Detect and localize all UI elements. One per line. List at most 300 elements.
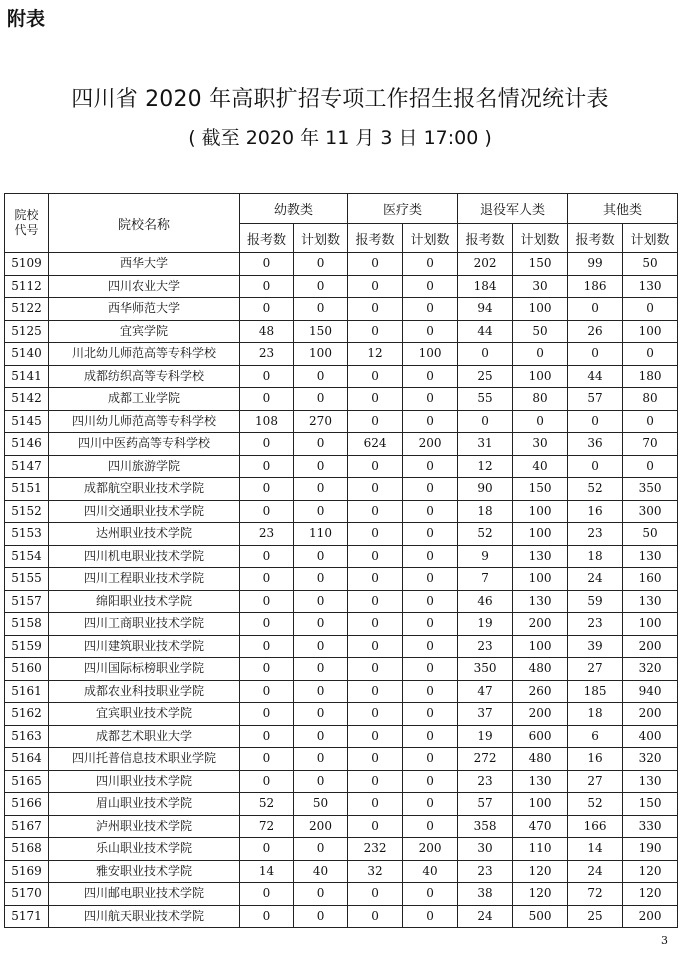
other-applicants-cell: 24 (568, 568, 623, 591)
veterans-plan-cell: 100 (513, 568, 568, 591)
table-row (5, 590, 678, 613)
preschool-plan-cell: 0 (294, 568, 348, 591)
school-code-cell: 5169 (5, 860, 49, 883)
other-applicants-cell: 52 (568, 793, 623, 816)
preschool-applicants-cell: 0 (240, 568, 294, 591)
medical-plan-cell: 0 (403, 613, 458, 636)
medical-plan-cell: 0 (403, 815, 458, 838)
other-plan-cell: 320 (623, 658, 678, 681)
other-applicants-cell: 36 (568, 433, 623, 456)
medical-plan-cell: 0 (403, 545, 458, 568)
other-applicants-cell: 186 (568, 275, 623, 298)
school-code-cell: 5142 (5, 388, 49, 411)
school-name-cell: 四川国际标榜职业学院 (49, 658, 240, 681)
table-row (5, 343, 678, 366)
veterans-applicants-cell: 37 (458, 703, 513, 726)
school-code-cell: 5170 (5, 883, 49, 906)
code-column-header (5, 194, 49, 253)
medical-applicants-cell: 0 (348, 388, 403, 411)
preschool-applicants-cell: 72 (240, 815, 294, 838)
other-applicants-cell: 23 (568, 523, 623, 546)
group-header-preschool: 幼教类 (240, 194, 348, 224)
medical-plan-cell: 0 (403, 275, 458, 298)
school-code-cell: 5140 (5, 343, 49, 366)
medical-applicants-cell: 0 (348, 883, 403, 906)
preschool-applicants-cell: 0 (240, 433, 294, 456)
other-plan-cell: 200 (623, 905, 678, 928)
preschool-plan-cell: 0 (294, 478, 348, 501)
school-code-cell: 5159 (5, 635, 49, 658)
medical-plan-cell: 0 (403, 500, 458, 523)
preschool-applicants-cell: 0 (240, 298, 294, 321)
veterans-applicants-cell: 19 (458, 725, 513, 748)
medical-plan-cell: 0 (403, 770, 458, 793)
preschool-plan-cell: 0 (294, 388, 348, 411)
medical-applicants-cell: 0 (348, 253, 403, 276)
sub-header-applicants: 报考数 (240, 224, 294, 253)
school-code-cell: 5141 (5, 365, 49, 388)
school-code-cell: 5158 (5, 613, 49, 636)
preschool-plan-cell: 50 (294, 793, 348, 816)
school-name-cell: 川北幼儿师范高等专科学校 (49, 343, 240, 366)
veterans-plan-cell: 100 (513, 635, 568, 658)
medical-applicants-cell: 0 (348, 568, 403, 591)
veterans-plan-cell: 120 (513, 883, 568, 906)
other-applicants-cell: 25 (568, 905, 623, 928)
other-applicants-cell: 0 (568, 343, 623, 366)
medical-plan-cell: 100 (403, 343, 458, 366)
veterans-plan-cell: 0 (513, 343, 568, 366)
preschool-plan-cell: 270 (294, 410, 348, 433)
medical-applicants-cell: 0 (348, 613, 403, 636)
veterans-applicants-cell: 94 (458, 298, 513, 321)
medical-applicants-cell: 0 (348, 770, 403, 793)
table-row (5, 320, 678, 343)
preschool-applicants-cell: 0 (240, 455, 294, 478)
other-plan-cell: 130 (623, 545, 678, 568)
preschool-applicants-cell: 0 (240, 478, 294, 501)
veterans-plan-cell: 130 (513, 770, 568, 793)
preschool-applicants-cell: 0 (240, 275, 294, 298)
medical-applicants-cell: 0 (348, 545, 403, 568)
preschool-applicants-cell: 0 (240, 545, 294, 568)
veterans-applicants-cell: 57 (458, 793, 513, 816)
table-row (5, 680, 678, 703)
veterans-applicants-cell: 23 (458, 635, 513, 658)
preschool-plan-cell: 0 (294, 365, 348, 388)
school-code-cell: 5160 (5, 658, 49, 681)
preschool-plan-cell: 0 (294, 725, 348, 748)
preschool-plan-cell: 0 (294, 770, 348, 793)
medical-applicants-cell: 0 (348, 793, 403, 816)
school-name-cell: 四川职业技术学院 (49, 770, 240, 793)
other-applicants-cell: 23 (568, 613, 623, 636)
medical-applicants-cell: 0 (348, 455, 403, 478)
preschool-applicants-cell: 0 (240, 838, 294, 861)
other-plan-cell: 100 (623, 320, 678, 343)
medical-applicants-cell: 0 (348, 680, 403, 703)
medical-plan-cell: 40 (403, 860, 458, 883)
preschool-applicants-cell: 0 (240, 770, 294, 793)
preschool-applicants-cell: 0 (240, 590, 294, 613)
school-name-cell: 四川幼儿师范高等专科学校 (49, 410, 240, 433)
other-plan-cell: 0 (623, 410, 678, 433)
school-code-cell: 5109 (5, 253, 49, 276)
school-code-cell: 5162 (5, 703, 49, 726)
other-plan-cell: 940 (623, 680, 678, 703)
table-row (5, 568, 678, 591)
other-plan-cell: 320 (623, 748, 678, 771)
other-applicants-cell: 166 (568, 815, 623, 838)
other-plan-cell: 130 (623, 590, 678, 613)
veterans-applicants-cell: 272 (458, 748, 513, 771)
table-row (5, 793, 678, 816)
school-name-cell: 四川工商职业技术学院 (49, 613, 240, 636)
veterans-applicants-cell: 19 (458, 613, 513, 636)
medical-applicants-cell: 0 (348, 365, 403, 388)
other-applicants-cell: 27 (568, 770, 623, 793)
medical-plan-cell: 0 (403, 748, 458, 771)
page-number: 3 (661, 934, 668, 947)
preschool-applicants-cell: 0 (240, 748, 294, 771)
table-row (5, 253, 678, 276)
preschool-plan-cell: 0 (294, 680, 348, 703)
other-applicants-cell: 0 (568, 455, 623, 478)
veterans-plan-cell: 480 (513, 658, 568, 681)
school-code-cell: 5147 (5, 455, 49, 478)
preschool-plan-cell: 0 (294, 590, 348, 613)
preschool-applicants-cell: 0 (240, 703, 294, 726)
school-name-cell: 四川中医药高等专科学校 (49, 433, 240, 456)
medical-plan-cell: 200 (403, 433, 458, 456)
other-plan-cell: 400 (623, 725, 678, 748)
school-name-cell: 绵阳职业技术学院 (49, 590, 240, 613)
school-code-cell: 5125 (5, 320, 49, 343)
school-code-cell: 5166 (5, 793, 49, 816)
document-title: 四川省 2020 年高职扩招专项工作招生报名情况统计表 (71, 87, 609, 112)
veterans-plan-cell: 130 (513, 590, 568, 613)
preschool-plan-cell: 0 (294, 275, 348, 298)
veterans-applicants-cell: 202 (458, 253, 513, 276)
table-row (5, 365, 678, 388)
table-row (5, 635, 678, 658)
medical-plan-cell: 0 (403, 388, 458, 411)
medical-plan-cell: 0 (403, 793, 458, 816)
medical-plan-cell: 0 (403, 478, 458, 501)
preschool-plan-cell: 0 (294, 905, 348, 928)
other-plan-cell: 330 (623, 815, 678, 838)
veterans-plan-cell: 200 (513, 703, 568, 726)
preschool-plan-cell: 110 (294, 523, 348, 546)
school-code-cell: 5145 (5, 410, 49, 433)
school-code-cell: 5163 (5, 725, 49, 748)
medical-applicants-cell: 0 (348, 500, 403, 523)
medical-applicants-cell: 232 (348, 838, 403, 861)
preschool-applicants-cell: 0 (240, 883, 294, 906)
preschool-plan-cell: 0 (294, 838, 348, 861)
table-row (5, 455, 678, 478)
medical-applicants-cell: 0 (348, 635, 403, 658)
veterans-applicants-cell: 30 (458, 838, 513, 861)
school-name-cell: 达州职业技术学院 (49, 523, 240, 546)
table-row (5, 613, 678, 636)
other-plan-cell: 180 (623, 365, 678, 388)
other-plan-cell: 350 (623, 478, 678, 501)
school-name-cell: 四川机电职业技术学院 (49, 545, 240, 568)
medical-plan-cell: 0 (403, 365, 458, 388)
veterans-applicants-cell: 184 (458, 275, 513, 298)
veterans-applicants-cell: 0 (458, 410, 513, 433)
other-plan-cell: 0 (623, 343, 678, 366)
other-applicants-cell: 0 (568, 298, 623, 321)
medical-applicants-cell: 624 (348, 433, 403, 456)
medical-applicants-cell: 0 (348, 275, 403, 298)
veterans-plan-cell: 260 (513, 680, 568, 703)
veterans-applicants-cell: 90 (458, 478, 513, 501)
table-row (5, 275, 678, 298)
table-row (5, 545, 678, 568)
preschool-applicants-cell: 48 (240, 320, 294, 343)
other-applicants-cell: 14 (568, 838, 623, 861)
statistics-table (4, 193, 678, 928)
code-header-line1: 院校 (14, 208, 39, 222)
veterans-applicants-cell: 31 (458, 433, 513, 456)
other-plan-cell: 130 (623, 275, 678, 298)
table-row (5, 523, 678, 546)
school-name-cell: 成都艺术职业大学 (49, 725, 240, 748)
preschool-applicants-cell: 0 (240, 388, 294, 411)
school-code-cell: 5151 (5, 478, 49, 501)
school-name-cell: 四川农业大学 (49, 275, 240, 298)
other-applicants-cell: 26 (568, 320, 623, 343)
other-plan-cell: 130 (623, 770, 678, 793)
veterans-plan-cell: 110 (513, 838, 568, 861)
veterans-plan-cell: 120 (513, 860, 568, 883)
other-plan-cell: 200 (623, 635, 678, 658)
preschool-applicants-cell: 0 (240, 680, 294, 703)
veterans-plan-cell: 100 (513, 365, 568, 388)
school-name-cell: 泸州职业技术学院 (49, 815, 240, 838)
table-row (5, 433, 678, 456)
table-row (5, 500, 678, 523)
group-header-medical: 医疗类 (348, 194, 458, 224)
veterans-applicants-cell: 46 (458, 590, 513, 613)
veterans-plan-cell: 50 (513, 320, 568, 343)
school-name-cell: 成都纺织高等专科学校 (49, 365, 240, 388)
veterans-applicants-cell: 358 (458, 815, 513, 838)
medical-applicants-cell: 0 (348, 703, 403, 726)
preschool-applicants-cell: 0 (240, 253, 294, 276)
school-code-cell: 5153 (5, 523, 49, 546)
preschool-applicants-cell: 23 (240, 343, 294, 366)
veterans-applicants-cell: 23 (458, 770, 513, 793)
preschool-applicants-cell: 0 (240, 658, 294, 681)
veterans-plan-cell: 150 (513, 253, 568, 276)
school-code-cell: 5157 (5, 590, 49, 613)
veterans-plan-cell: 500 (513, 905, 568, 928)
medical-plan-cell: 0 (403, 883, 458, 906)
veterans-applicants-cell: 0 (458, 343, 513, 366)
medical-applicants-cell: 0 (348, 320, 403, 343)
veterans-applicants-cell: 23 (458, 860, 513, 883)
medical-applicants-cell: 0 (348, 410, 403, 433)
table-row (5, 905, 678, 928)
other-plan-cell: 200 (623, 703, 678, 726)
table-row (5, 748, 678, 771)
table-row (5, 770, 678, 793)
table-row (5, 478, 678, 501)
veterans-plan-cell: 100 (513, 523, 568, 546)
other-applicants-cell: 0 (568, 410, 623, 433)
veterans-plan-cell: 80 (513, 388, 568, 411)
school-name-cell: 四川交通职业技术学院 (49, 500, 240, 523)
other-plan-cell: 0 (623, 455, 678, 478)
code-header-line2: 代号 (14, 223, 39, 237)
preschool-applicants-cell: 14 (240, 860, 294, 883)
table-row (5, 410, 678, 433)
medical-plan-cell: 0 (403, 253, 458, 276)
school-name-cell: 成都农业科技职业学院 (49, 680, 240, 703)
school-code-cell: 5146 (5, 433, 49, 456)
school-code-cell: 5112 (5, 275, 49, 298)
preschool-plan-cell: 0 (294, 253, 348, 276)
preschool-plan-cell: 200 (294, 815, 348, 838)
table-row (5, 388, 678, 411)
school-name-cell: 四川建筑职业技术学院 (49, 635, 240, 658)
school-code-cell: 5167 (5, 815, 49, 838)
veterans-plan-cell: 130 (513, 545, 568, 568)
other-plan-cell: 150 (623, 793, 678, 816)
medical-applicants-cell: 0 (348, 523, 403, 546)
table-row (5, 725, 678, 748)
medical-applicants-cell: 0 (348, 590, 403, 613)
veterans-plan-cell: 100 (513, 793, 568, 816)
sub-header-applicants: 报考数 (348, 224, 403, 253)
other-plan-cell: 80 (623, 388, 678, 411)
veterans-plan-cell: 30 (513, 275, 568, 298)
medical-plan-cell: 0 (403, 523, 458, 546)
veterans-applicants-cell: 52 (458, 523, 513, 546)
school-name-cell: 眉山职业技术学院 (49, 793, 240, 816)
school-name-cell: 成都航空职业技术学院 (49, 478, 240, 501)
table-row (5, 860, 678, 883)
medical-plan-cell: 0 (403, 320, 458, 343)
school-name-cell: 雅安职业技术学院 (49, 860, 240, 883)
other-applicants-cell: 99 (568, 253, 623, 276)
veterans-plan-cell: 200 (513, 613, 568, 636)
attachment-label: 附表 (7, 8, 46, 30)
other-plan-cell: 0 (623, 298, 678, 321)
preschool-plan-cell: 0 (294, 613, 348, 636)
veterans-plan-cell: 470 (513, 815, 568, 838)
school-code-cell: 5164 (5, 748, 49, 771)
medical-plan-cell: 0 (403, 905, 458, 928)
veterans-applicants-cell: 350 (458, 658, 513, 681)
preschool-applicants-cell: 0 (240, 905, 294, 928)
medical-applicants-cell: 0 (348, 478, 403, 501)
school-name-cell: 宜宾职业技术学院 (49, 703, 240, 726)
sub-header-plan: 计划数 (403, 224, 458, 253)
preschool-plan-cell: 0 (294, 635, 348, 658)
school-name-cell: 成都工业学院 (49, 388, 240, 411)
table-row (5, 298, 678, 321)
school-code-cell: 5171 (5, 905, 49, 928)
school-code-cell: 5122 (5, 298, 49, 321)
table-body (5, 253, 678, 928)
other-applicants-cell: 16 (568, 500, 623, 523)
medical-plan-cell: 200 (403, 838, 458, 861)
school-code-cell: 5155 (5, 568, 49, 591)
preschool-plan-cell: 100 (294, 343, 348, 366)
other-applicants-cell: 18 (568, 545, 623, 568)
document-subtitle: ( 截至 2020 年 11 月 3 日 17:00 ) (188, 127, 492, 149)
veterans-plan-cell: 480 (513, 748, 568, 771)
other-plan-cell: 120 (623, 883, 678, 906)
other-applicants-cell: 18 (568, 703, 623, 726)
other-applicants-cell: 16 (568, 748, 623, 771)
sub-header-applicants: 报考数 (458, 224, 513, 253)
group-header-other: 其他类 (568, 194, 678, 224)
preschool-applicants-cell: 0 (240, 365, 294, 388)
other-applicants-cell: 27 (568, 658, 623, 681)
veterans-applicants-cell: 7 (458, 568, 513, 591)
veterans-applicants-cell: 47 (458, 680, 513, 703)
veterans-plan-cell: 0 (513, 410, 568, 433)
preschool-plan-cell: 0 (294, 658, 348, 681)
preschool-applicants-cell: 0 (240, 725, 294, 748)
other-plan-cell: 50 (623, 253, 678, 276)
other-plan-cell: 70 (623, 433, 678, 456)
table-row (5, 658, 678, 681)
other-applicants-cell: 39 (568, 635, 623, 658)
preschool-applicants-cell: 23 (240, 523, 294, 546)
table-row (5, 838, 678, 861)
veterans-applicants-cell: 12 (458, 455, 513, 478)
veterans-applicants-cell: 25 (458, 365, 513, 388)
school-name-cell: 四川旅游学院 (49, 455, 240, 478)
sub-header-plan: 计划数 (513, 224, 568, 253)
header-row-groups (5, 194, 678, 224)
medical-plan-cell: 0 (403, 635, 458, 658)
other-applicants-cell: 6 (568, 725, 623, 748)
name-column-header: 院校名称 (49, 194, 240, 253)
school-name-cell: 四川托普信息技术职业学院 (49, 748, 240, 771)
sub-header-plan: 计划数 (623, 224, 678, 253)
medical-plan-cell: 0 (403, 725, 458, 748)
medical-plan-cell: 0 (403, 658, 458, 681)
preschool-plan-cell: 0 (294, 500, 348, 523)
preschool-applicants-cell: 0 (240, 613, 294, 636)
preschool-plan-cell: 0 (294, 433, 348, 456)
other-applicants-cell: 59 (568, 590, 623, 613)
table-row (5, 703, 678, 726)
school-name-cell: 四川邮电职业技术学院 (49, 883, 240, 906)
medical-plan-cell: 0 (403, 590, 458, 613)
medical-plan-cell: 0 (403, 680, 458, 703)
medical-plan-cell: 0 (403, 703, 458, 726)
medical-applicants-cell: 32 (348, 860, 403, 883)
other-applicants-cell: 44 (568, 365, 623, 388)
other-plan-cell: 50 (623, 523, 678, 546)
medical-applicants-cell: 0 (348, 815, 403, 838)
preschool-applicants-cell: 0 (240, 635, 294, 658)
veterans-applicants-cell: 24 (458, 905, 513, 928)
veterans-plan-cell: 150 (513, 478, 568, 501)
school-code-cell: 5161 (5, 680, 49, 703)
sub-header-applicants: 报考数 (568, 224, 623, 253)
preschool-applicants-cell: 108 (240, 410, 294, 433)
preschool-plan-cell: 0 (294, 298, 348, 321)
